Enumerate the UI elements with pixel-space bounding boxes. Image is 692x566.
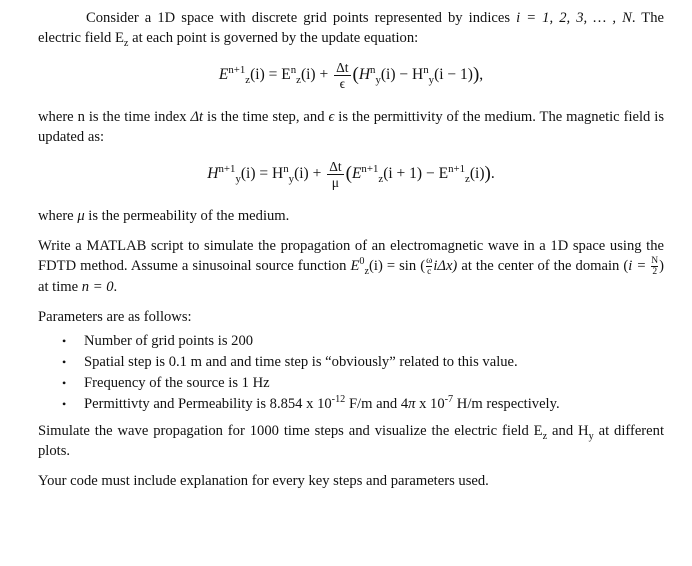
eq1-h1: H	[358, 66, 371, 84]
param4-text3: x 10	[415, 396, 445, 413]
source-sup: 0	[359, 256, 365, 268]
param4-text2: F/m and 4	[345, 396, 409, 413]
eq2-e2-arg: (i)	[469, 165, 485, 183]
para3-mu: μ	[77, 208, 85, 224]
eq2-paren-open: (	[345, 163, 352, 185]
n-num: N	[651, 256, 659, 267]
eq2-paren-close: )	[484, 163, 491, 185]
eq1-paren-open: (	[352, 64, 359, 86]
eq1-fraction	[334, 60, 350, 91]
list-item: • Frequency of the source is 1 Hz	[84, 373, 664, 394]
source-tail: iΔx)	[433, 258, 458, 274]
eq1-h2-sup: n	[423, 63, 429, 76]
eq2-lhs-arg: (i) = H	[240, 165, 284, 183]
eq1-frac-num: Δt	[336, 60, 349, 75]
para2-text3: is the permittivity of the medium. The magnetic field is updated as:	[38, 109, 665, 145]
eq1-h1-arg: (i) − H	[380, 66, 424, 84]
para3-text2: is the permeability of the medium.	[84, 208, 290, 224]
eq2-e2-sup: n+1	[448, 162, 466, 175]
eq1-lhs-arg: (i) = E	[250, 66, 291, 84]
source-sub: z	[364, 265, 370, 277]
n-over-2	[651, 256, 658, 277]
eq1-h2-sub: y	[428, 74, 435, 87]
omega: ω	[426, 256, 433, 267]
eq2-e2-sub: z	[465, 173, 470, 186]
eq1-h1-sup: n	[370, 63, 376, 76]
time-index-paragraph	[38, 107, 664, 147]
para2-eps: ϵ	[328, 109, 335, 125]
para5-sub-z: z	[542, 431, 548, 443]
eq2-e1: E	[351, 165, 362, 183]
list-item: • Spatial step is 0.1 m and and time step is “obviously” related to this value.	[84, 352, 664, 373]
para5-text2: and H	[547, 423, 589, 440]
para4-text4: .	[113, 279, 118, 296]
eq1-h2-arg: (i − 1)	[434, 66, 473, 84]
eq1-mid-arg: (i) +	[300, 66, 329, 84]
para4-text3: ) at time	[38, 258, 664, 296]
eq1-paren-close: )	[472, 64, 480, 86]
subscript-z: z	[123, 37, 129, 49]
eq1-lhs-sup: n+1	[228, 63, 246, 76]
explanation-paragraph: Your code must include explanation for every key steps and parameters used.	[38, 473, 489, 490]
param4-text4: H/m respectively.	[453, 396, 560, 413]
para5-text1: Simulate the wave propagation for 1000 time steps and visualize the electric field E	[38, 423, 543, 440]
i-equals: i =	[628, 258, 651, 274]
c: c	[427, 267, 432, 278]
para2-dt: Δt	[190, 109, 204, 125]
eq1-h1-sub: y	[375, 74, 381, 87]
intro-text-2: . The electric field E	[38, 10, 664, 46]
eq2-frac-num: Δt	[329, 159, 342, 174]
para5-text3: at different plots.	[38, 423, 664, 460]
n-equals: n = 0	[81, 279, 114, 296]
param4-pi: π	[408, 396, 416, 413]
para2-text2: is the time step, and	[203, 109, 329, 125]
para2-text1: where n is the time index	[38, 109, 191, 125]
param4-text1: Permittivty and Permeability is 8.854 x 10	[84, 396, 332, 413]
eq2-mid-sub: y	[288, 173, 295, 186]
eq2-mid-sup: n	[283, 162, 289, 175]
para4-text2: at the center of the domain (	[457, 258, 629, 274]
params-list	[38, 331, 664, 415]
n-den: 2	[652, 267, 658, 278]
para4-text1: Write a MATLAB script to simulate the propagation of an electromagnetic wave in a 1D space using the FDTD method. Assume a sinusoinal source function	[38, 238, 664, 274]
eq2-tail: .	[490, 165, 495, 183]
eq2-fraction	[327, 159, 343, 190]
task-paragraph	[38, 236, 664, 297]
eq2-e1-sub: z	[378, 173, 384, 186]
permeability-paragraph	[38, 206, 664, 226]
eq2-e1-sup: n+1	[361, 162, 379, 175]
eq2-lhs-sub: y	[235, 173, 241, 186]
eq1-mid-sub: z	[296, 74, 301, 87]
param4-exp2: -7	[444, 394, 454, 406]
source-e: E	[350, 258, 360, 274]
simulate-paragraph	[38, 421, 664, 461]
intro-paragraph	[38, 8, 664, 48]
eq1-frac-den: ϵ	[339, 76, 346, 91]
eq2-frac-den: μ	[331, 175, 340, 190]
eq2-lhs-sup: n+1	[218, 162, 236, 175]
eq2-mid-arg: (i) +	[294, 165, 322, 183]
omega-over-c	[426, 256, 432, 277]
equation-e-update	[38, 60, 664, 91]
eq1-lhs: E	[218, 66, 229, 84]
list-item: • Number of grid points is 200	[84, 331, 664, 352]
list-item	[84, 394, 664, 415]
eq1-lhs-sub: z	[245, 74, 251, 87]
param4-exp1: -12	[331, 394, 346, 406]
para5-sub-y: y	[588, 431, 594, 443]
para3-text1: where	[38, 208, 78, 224]
eq1-mid-sup: n	[290, 63, 297, 76]
intro-text-end: at each point is governed by the update equation:	[128, 30, 419, 46]
index-list: i = 1, 2, 3, … , N	[516, 10, 632, 26]
intro-text: Consider a 1D space with discrete grid points represented by indices	[86, 10, 517, 26]
source-arg: (i) = sin (	[369, 258, 426, 274]
params-heading: Parameters are as follows:	[38, 309, 192, 326]
eq1-tail: ,	[479, 66, 484, 84]
eq2-lhs: H	[207, 165, 219, 183]
eq2-e1-arg: (i + 1) − E	[383, 165, 449, 183]
equation-h-update	[38, 159, 664, 190]
